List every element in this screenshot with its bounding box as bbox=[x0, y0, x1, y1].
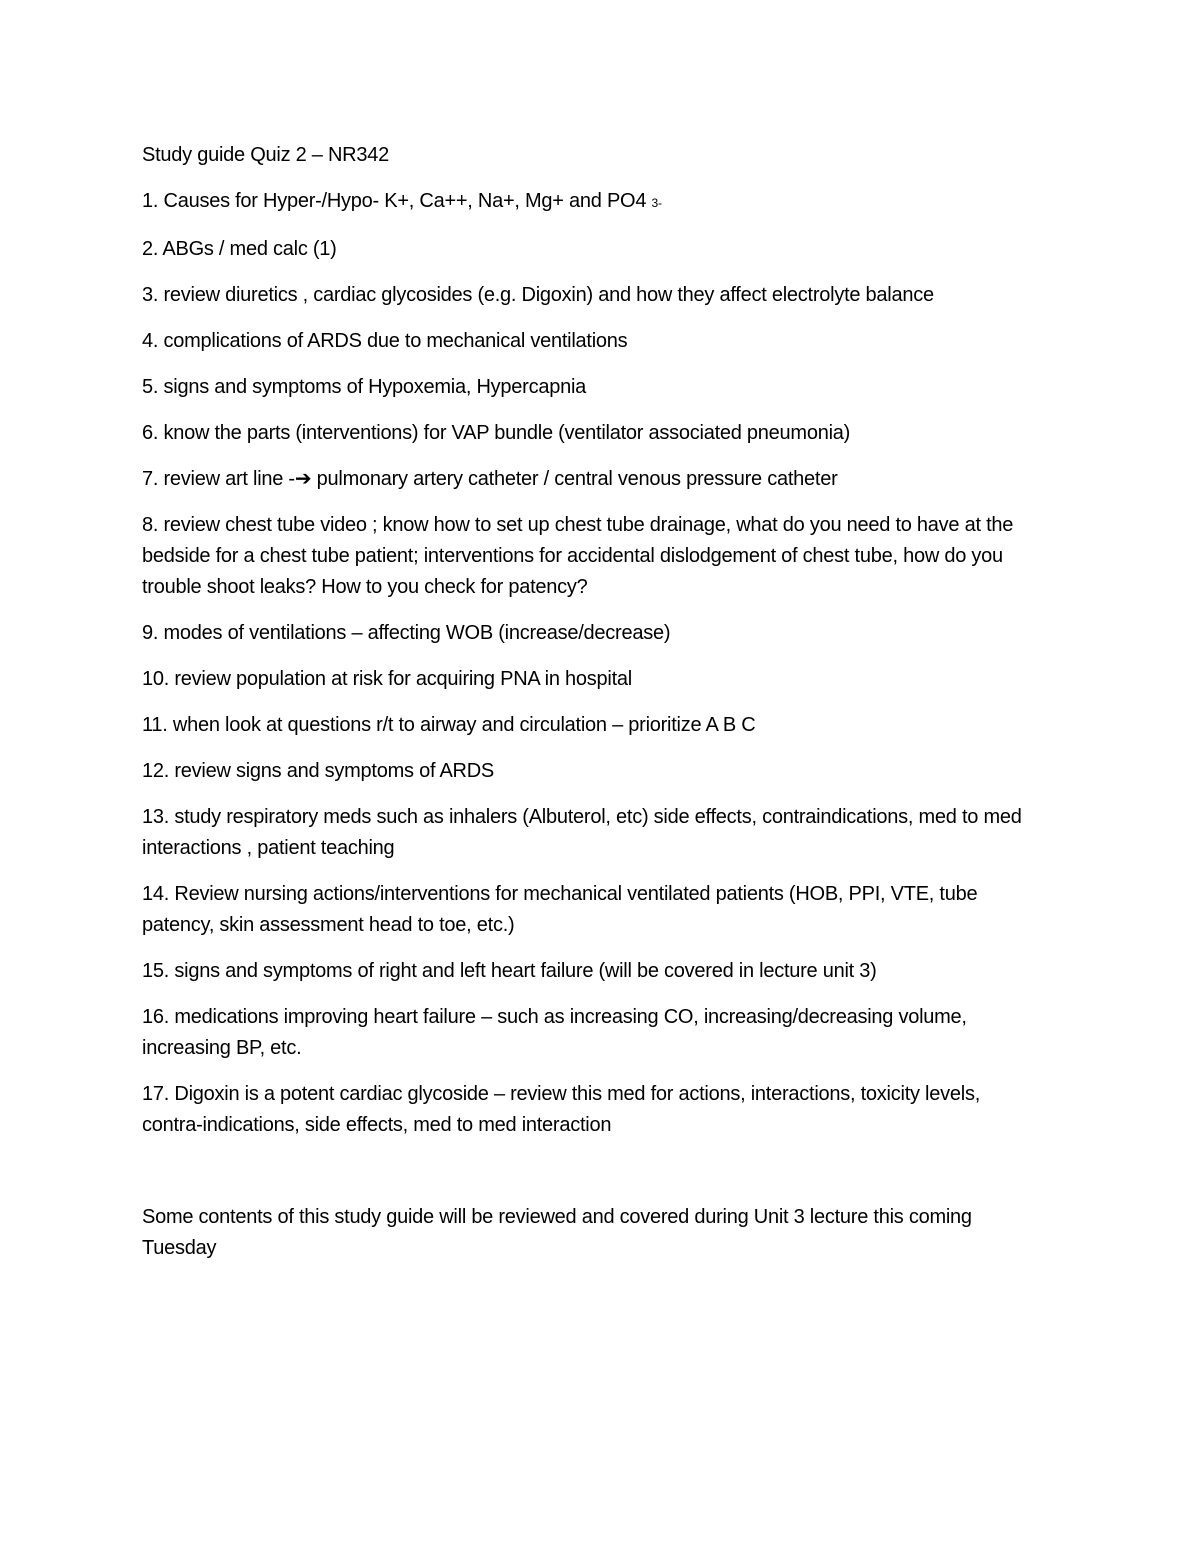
item-text-after-arrow: pulmonary artery catheter / central venous pressure catheter bbox=[311, 468, 838, 490]
item-text: review population at risk for acquiring PNA in hospital bbox=[174, 668, 632, 690]
study-item-4 bbox=[142, 326, 1042, 357]
study-item-7 bbox=[142, 464, 1042, 495]
item-text: signs and symptoms of right and left heart failure (will be covered in lecture unit 3) bbox=[174, 960, 877, 982]
item-number: 11. bbox=[142, 714, 168, 736]
item-text-before-arrow: review art line - bbox=[163, 468, 295, 490]
study-item-11 bbox=[142, 710, 1042, 741]
item-number: 13. bbox=[142, 806, 170, 828]
item-text: ABGs / med calc (1) bbox=[162, 238, 337, 260]
item-number: 6. bbox=[142, 422, 159, 444]
item-number: 4. bbox=[142, 330, 159, 352]
item-text: review diuretics , cardiac glycosides (e.g. Digoxin) and how they affect electrolyte balance bbox=[163, 284, 934, 306]
item-text: review chest tube video ; know how to set up chest tube drainage, what do you need to have at the bedside for a chest tube patient; interventions for accidental dislodgement of chest tube, how do you trouble shoot leaks? How to you check for patency? bbox=[142, 514, 1014, 598]
item-number: 12. bbox=[142, 760, 170, 782]
study-item-1 bbox=[142, 186, 1042, 219]
study-item-17 bbox=[142, 1079, 1042, 1141]
study-item-14 bbox=[142, 879, 1042, 941]
study-item-16 bbox=[142, 1002, 1042, 1064]
item-number: 8. bbox=[142, 514, 159, 536]
study-item-3 bbox=[142, 280, 1042, 311]
study-guide-title: Study guide Quiz 2 – NR342 bbox=[142, 144, 389, 166]
study-item-12 bbox=[142, 756, 1042, 787]
item-number: 10. bbox=[142, 668, 170, 690]
right-arrow-icon: ➔ bbox=[294, 468, 312, 490]
study-item-5 bbox=[142, 372, 1042, 403]
item-number: 5. bbox=[142, 376, 159, 398]
item-number: 15. bbox=[142, 960, 170, 982]
item-text: signs and symptoms of Hypoxemia, Hypercapnia bbox=[163, 376, 587, 398]
item-number: 16. bbox=[142, 1006, 170, 1028]
study-item-6 bbox=[142, 418, 1042, 449]
study-item-2 bbox=[142, 234, 1042, 265]
study-item-8 bbox=[142, 510, 1042, 603]
item-text: Causes for Hyper-/Hypo- K+, Ca++, Na+, Mg+ and PO4 bbox=[163, 190, 647, 212]
item-text: know the parts (interventions) for VAP bundle (ventilator associated pneumonia) bbox=[163, 422, 851, 444]
study-item-9 bbox=[142, 618, 1042, 649]
study-item-15 bbox=[142, 956, 1042, 987]
item-superscript: 3- bbox=[651, 196, 662, 210]
item-text: medications improving heart failure – such as increasing CO, increasing/decreasing volume, increasing BP, etc. bbox=[142, 1006, 967, 1059]
closing-note: Some contents of this study guide will be reviewed and covered during Unit 3 lecture this coming Tuesday bbox=[142, 1206, 972, 1259]
study-guide-content bbox=[142, 140, 1042, 1264]
item-number: 3. bbox=[142, 284, 159, 306]
item-number: 1. bbox=[142, 190, 159, 212]
item-number: 2. bbox=[142, 238, 159, 260]
item-text: review signs and symptoms of ARDS bbox=[174, 760, 495, 782]
item-text: Review nursing actions/interventions for mechanical ventilated patients (HOB, PPI, VTE, tube patency, skin assessment head to toe, etc.) bbox=[142, 883, 978, 936]
study-item-13 bbox=[142, 802, 1042, 864]
study-item-10 bbox=[142, 664, 1042, 695]
item-text: Digoxin is a potent cardiac glycoside – review this med for actions, interactions, toxicity levels, contra-indications, side effects, med to med interaction bbox=[142, 1083, 980, 1136]
item-text: complications of ARDS due to mechanical ventilations bbox=[163, 330, 628, 352]
item-text: when look at questions r/t to airway and circulation – prioritize A B C bbox=[172, 714, 756, 736]
item-number: 14. bbox=[142, 883, 170, 905]
item-number: 9. bbox=[142, 622, 159, 644]
item-number: 7. bbox=[142, 468, 159, 490]
item-text: study respiratory meds such as inhalers (Albuterol, etc) side effects, contraindications, med to med interactions , patient teaching bbox=[142, 806, 1022, 859]
item-text: modes of ventilations – affecting WOB (increase/decrease) bbox=[163, 622, 671, 644]
item-number: 17. bbox=[142, 1083, 170, 1105]
